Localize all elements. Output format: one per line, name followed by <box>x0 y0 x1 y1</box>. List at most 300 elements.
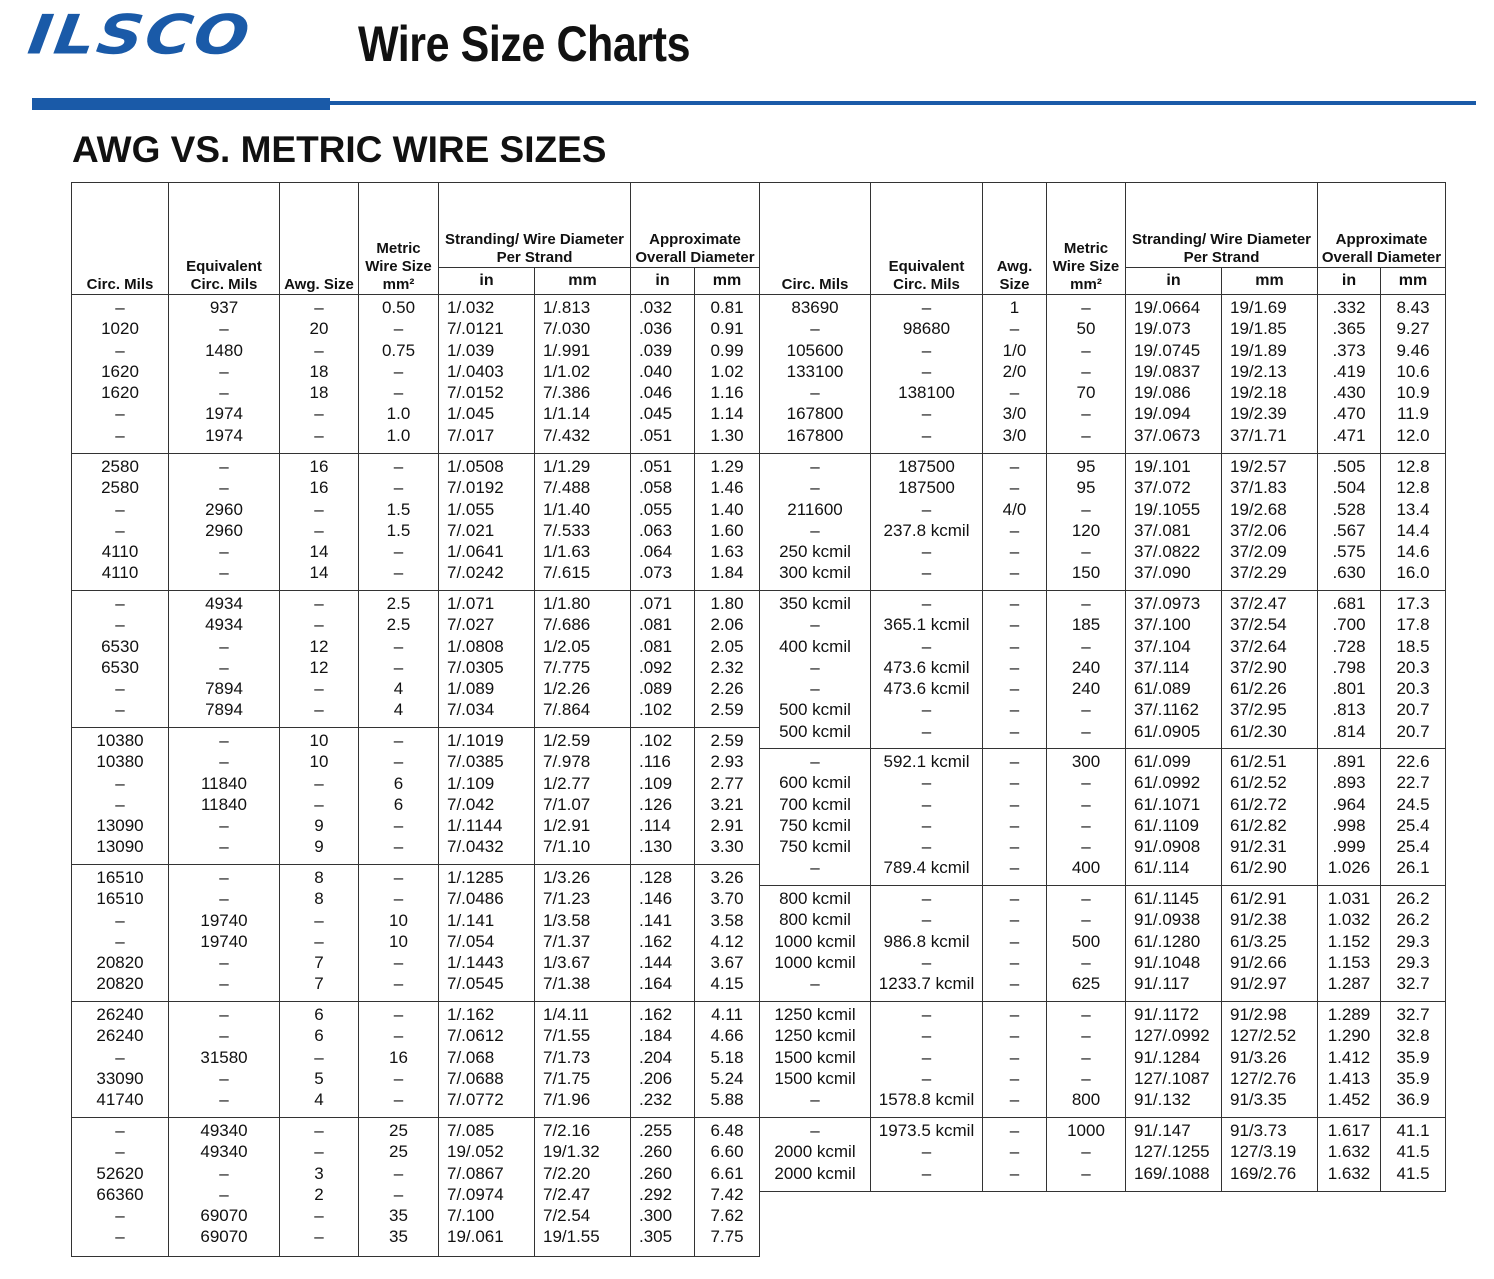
cell-value: 2.5 <box>386 615 411 635</box>
cell-value: 32.7 <box>1396 1005 1430 1024</box>
cell-value: – <box>115 1047 125 1067</box>
header-diameter-in: in <box>1318 268 1381 295</box>
cell-value: 1/.045 <box>447 404 495 424</box>
cell-value: – <box>219 731 229 750</box>
cell-value: 1/.1144 <box>447 816 503 836</box>
cell-value: – <box>393 1068 404 1088</box>
cell-value: – <box>219 636 229 656</box>
cell-value: – <box>1081 837 1091 857</box>
cell-value: 37/2.47 <box>1230 594 1287 613</box>
cell-value: .893 <box>1332 773 1366 793</box>
cell-value: 49340 <box>200 1142 248 1162</box>
cell-value: 127/3.19 <box>1230 1142 1297 1162</box>
cell-value: 91/3.26 <box>1230 1047 1287 1067</box>
cell-value: .071 <box>639 594 673 613</box>
cell-value: 6 <box>314 1026 324 1046</box>
cell-equiv-circ-mils <box>871 591 983 749</box>
cell-value: 2.59 <box>710 731 744 750</box>
cell-value: 26.2 <box>1396 910 1430 930</box>
cell-value: 18 <box>309 383 329 403</box>
cell-value: 19/1.32 <box>543 1142 600 1162</box>
cell-value: – <box>810 478 820 498</box>
cell-value: 1.031 <box>1327 889 1371 908</box>
cell-value: – <box>314 520 324 540</box>
cell-value: .039 <box>639 340 673 360</box>
cell-value: 2000 kcmil <box>774 1163 856 1183</box>
cell-value: 4.66 <box>710 1026 744 1046</box>
cell-awg-size <box>280 295 359 454</box>
cell-value: 37/1.83 <box>1230 478 1287 498</box>
cell-value: – <box>1009 721 1020 741</box>
cell-value: .373 <box>1332 340 1366 360</box>
cell-value: 1/.141 <box>447 910 495 930</box>
cell-value: 32.7 <box>1396 974 1430 994</box>
cell-value: 7/2.20 <box>543 1163 591 1183</box>
cell-value: 3/0 <box>1002 404 1027 424</box>
cell-stranding-in <box>439 1118 535 1257</box>
cell-stranding-mm <box>535 591 631 728</box>
cell-value: 7.62 <box>710 1206 744 1226</box>
cell-value: 300 kcmil <box>779 563 851 583</box>
cell-value: .728 <box>1332 636 1366 656</box>
cell-value: – <box>115 700 125 720</box>
cell-value: 7/2.16 <box>543 1121 591 1140</box>
cell-awg-size <box>983 1002 1047 1118</box>
cell-value: .051 <box>639 425 673 445</box>
cell-metric-size <box>1047 454 1126 591</box>
cell-value: .206 <box>639 1068 673 1088</box>
cell-equiv-circ-mils <box>169 1002 280 1118</box>
table-row-group <box>72 1002 760 1118</box>
cell-value: 8 <box>314 889 324 909</box>
cell-value: 169/.1088 <box>1134 1163 1210 1183</box>
cell-value: 37/2.06 <box>1230 520 1287 540</box>
header-metric-size: Metric Wire Size mm² <box>359 183 439 295</box>
cell-value: 127/.1087 <box>1134 1068 1210 1088</box>
cell-value: 2.05 <box>710 636 744 656</box>
cell-metric-size <box>1047 1118 1126 1192</box>
cell-value: 138100 <box>898 383 955 403</box>
cell-value: – <box>921 773 932 793</box>
cell-value: 17.3 <box>1396 594 1430 613</box>
cell-equiv-circ-mils <box>871 454 983 591</box>
cell-stranding-in <box>439 454 535 591</box>
table-row-group <box>760 1118 1446 1192</box>
cell-value: 5 <box>314 1068 324 1088</box>
page-header <box>0 0 1494 120</box>
cell-circ-mils <box>760 749 871 886</box>
table-row-group <box>760 749 1446 886</box>
cell-value: – <box>921 1026 932 1046</box>
header-stranding: Stranding/ Wire Diameter Per Strand <box>439 183 631 268</box>
ilsco-logo: ILSCO <box>24 4 256 68</box>
cell-diameter-in <box>1318 1118 1381 1192</box>
cell-value: 127/.1255 <box>1134 1142 1210 1162</box>
cell-awg-size <box>983 454 1047 591</box>
cell-value: .504 <box>1332 478 1366 498</box>
table-row-group <box>72 728 760 865</box>
cell-value: 3.26 <box>710 868 744 887</box>
cell-value: 91/2.38 <box>1230 910 1287 930</box>
cell-value: – <box>314 910 324 930</box>
cell-value: 19/.094 <box>1134 404 1191 424</box>
cell-value: 12.8 <box>1396 478 1430 498</box>
cell-equiv-circ-mils <box>871 749 983 886</box>
cell-value: 0.99 <box>710 340 744 360</box>
cell-value: 185 <box>1071 615 1101 635</box>
cell-value: 7/.488 <box>543 478 591 498</box>
cell-value: .089 <box>639 679 673 699</box>
cell-value: 1974 <box>205 425 243 445</box>
cell-value: 167800 <box>786 404 844 424</box>
cell-value: 1620 <box>101 383 139 403</box>
cell-value: 1.617 <box>1327 1121 1371 1140</box>
cell-value: – <box>1081 700 1091 720</box>
cell-value: 37/.0822 <box>1134 542 1201 562</box>
cell-value: – <box>1009 837 1020 857</box>
cell-value: 500 <box>1071 931 1101 951</box>
cell-value: .471 <box>1332 425 1366 445</box>
cell-value: – <box>219 974 229 994</box>
cell-value: – <box>1081 404 1091 424</box>
cell-value: – <box>921 1142 932 1162</box>
cell-value: 37/.104 <box>1134 636 1191 656</box>
cell-value: – <box>1081 1005 1091 1024</box>
cell-value: 1.032 <box>1327 910 1371 930</box>
cell-diameter-in <box>631 454 695 591</box>
cell-value: 1/3.67 <box>543 953 591 973</box>
cell-diameter-mm <box>695 295 760 454</box>
cell-value: 16.0 <box>1396 563 1430 583</box>
cell-value: .032 <box>639 298 673 317</box>
cell-value: – <box>921 910 932 930</box>
cell-value: 1 <box>1009 298 1020 317</box>
cell-value: 19/.1055 <box>1134 499 1201 519</box>
cell-value: .332 <box>1332 298 1366 317</box>
cell-value: 37/2.64 <box>1230 636 1287 656</box>
cell-value: – <box>393 361 404 381</box>
header-equiv-circ-mils: Equivalent Circ. Mils <box>169 183 280 295</box>
cell-value: 1578.8 kcmil <box>878 1090 975 1110</box>
cell-diameter-in <box>1318 886 1381 1002</box>
cell-value: 1/1.02 <box>543 361 591 381</box>
cell-value: 6.60 <box>710 1142 744 1162</box>
cell-value: – <box>1081 298 1091 317</box>
cell-value: 61/3.25 <box>1230 931 1287 951</box>
cell-value: 4110 <box>101 563 139 583</box>
cell-value: 7/.0974 <box>447 1184 504 1204</box>
cell-value: – <box>314 773 324 793</box>
table-row-group <box>760 591 1446 749</box>
cell-value: – <box>1009 700 1020 720</box>
cell-value: 7/.0192 <box>447 478 504 498</box>
cell-value: – <box>393 1090 404 1110</box>
cell-value: 3.21 <box>710 794 744 814</box>
cell-value: 70 <box>1076 383 1096 403</box>
cell-circ-mils <box>760 454 871 591</box>
cell-value: 2.06 <box>710 615 744 635</box>
cell-value: – <box>393 1184 404 1204</box>
cell-value: – <box>1009 1005 1020 1024</box>
cell-value: – <box>1009 1090 1020 1110</box>
cell-value: 7/.775 <box>543 657 591 677</box>
cell-value: – <box>810 752 820 771</box>
cell-value: – <box>219 1005 229 1024</box>
cell-value: 91/2.98 <box>1230 1005 1287 1024</box>
cell-value: 167800 <box>786 425 844 445</box>
table-row-group <box>72 591 760 728</box>
cell-value: 37/.081 <box>1134 520 1191 540</box>
cell-value: 2.93 <box>710 752 744 772</box>
cell-stranding-mm <box>1222 886 1318 1002</box>
cell-value: 83690 <box>791 298 839 317</box>
cell-value: 187500 <box>898 478 955 498</box>
header-equiv-circ-mils: Equivalent Circ. Mils <box>871 183 983 295</box>
cell-value: 91/.117 <box>1134 974 1190 994</box>
cell-value: 35.9 <box>1396 1047 1430 1067</box>
cell-value: 37/.114 <box>1134 657 1190 677</box>
cell-value: 61/2.26 <box>1230 679 1287 699</box>
cell-value: – <box>219 542 229 562</box>
cell-value: .040 <box>639 361 673 381</box>
cell-value: 6 <box>314 1005 324 1024</box>
cell-value: 500 kcmil <box>779 700 851 720</box>
cell-value: – <box>1081 773 1091 793</box>
cell-value: – <box>1081 361 1091 381</box>
cell-value: 41.1 <box>1396 1121 1430 1140</box>
cell-value: 240 <box>1071 657 1101 677</box>
cell-value: – <box>115 340 125 360</box>
cell-value: 7/1.96 <box>543 1090 591 1110</box>
cell-value: – <box>219 1163 229 1183</box>
cell-value: 16510 <box>96 889 144 909</box>
cell-value: .999 <box>1332 837 1366 857</box>
cell-awg-size <box>280 1118 359 1257</box>
table-row-group <box>760 886 1446 1002</box>
cell-diameter-mm <box>1381 591 1446 749</box>
cell-value: 1.5 <box>386 520 411 540</box>
cell-value: 10380 <box>96 752 144 772</box>
cell-value: – <box>393 1163 404 1183</box>
cell-value: 37/.090 <box>1134 563 1191 583</box>
cell-value: .045 <box>639 404 673 424</box>
cell-value: 61/.1280 <box>1134 931 1201 951</box>
cell-value: 1/.1443 <box>447 953 504 973</box>
cell-value: 1.14 <box>710 404 744 424</box>
cell-value: 26.1 <box>1396 858 1430 878</box>
cell-value: – <box>1009 1026 1020 1046</box>
cell-value: 4110 <box>101 542 139 562</box>
cell-value: 400 <box>1071 858 1101 878</box>
cell-value: 7/.0305 <box>447 657 504 677</box>
cell-value: – <box>314 1206 324 1226</box>
cell-metric-size <box>359 1002 439 1118</box>
cell-value: – <box>393 457 404 476</box>
cell-value: 1500 kcmil <box>774 1047 856 1067</box>
cell-stranding-mm <box>1222 454 1318 591</box>
header-awg-size: Awg. Size <box>983 183 1047 295</box>
cell-value: .126 <box>639 794 673 814</box>
cell-equiv-circ-mils <box>871 1002 983 1118</box>
cell-value: 26.2 <box>1396 889 1430 908</box>
cell-value: 1/.813 <box>543 298 591 317</box>
cell-value: .102 <box>639 731 673 750</box>
cell-value: – <box>1009 1163 1020 1183</box>
cell-value: 20.7 <box>1396 721 1430 741</box>
cell-value: .575 <box>1332 542 1366 562</box>
cell-value: 61/2.30 <box>1230 721 1287 741</box>
cell-equiv-circ-mils <box>169 295 280 454</box>
cell-value: 1/2.91 <box>543 816 591 836</box>
cell-circ-mils <box>760 295 871 454</box>
cell-value: – <box>921 298 932 317</box>
cell-value: – <box>1009 752 1020 771</box>
cell-value: 1.40 <box>710 499 744 519</box>
cell-value: 1/0 <box>1002 340 1027 360</box>
cell-value: 13090 <box>96 816 144 836</box>
cell-value: 61/.114 <box>1134 858 1190 878</box>
cell-stranding-mm <box>535 295 631 454</box>
cell-value: – <box>393 1026 404 1046</box>
cell-value: .144 <box>639 953 673 973</box>
cell-value: .430 <box>1332 383 1366 403</box>
cell-value: 7.42 <box>710 1184 744 1204</box>
cell-value: 11.9 <box>1397 404 1429 424</box>
cell-value: 1/.109 <box>447 773 495 793</box>
cell-value: 1.152 <box>1327 931 1371 951</box>
cell-value: 37/2.09 <box>1230 542 1287 562</box>
cell-value: – <box>393 974 404 994</box>
cell-awg-size <box>280 728 359 865</box>
cell-value: – <box>1009 1142 1020 1162</box>
cell-value: 7894 <box>205 700 243 720</box>
cell-value: 2.26 <box>710 679 744 699</box>
cell-value: .081 <box>639 636 673 656</box>
cell-stranding-mm <box>1222 1118 1318 1192</box>
cell-value: – <box>921 815 932 835</box>
cell-diameter-mm <box>1381 1118 1446 1192</box>
cell-value: 61/2.72 <box>1230 794 1287 814</box>
cell-value: 7/.0486 <box>447 889 504 909</box>
cell-diameter-mm <box>1381 749 1446 886</box>
cell-value: 2.5 <box>386 594 411 613</box>
header-diameter-in: in <box>631 268 695 295</box>
table-body-right <box>760 295 1446 1192</box>
cell-value: 1.63 <box>710 542 744 562</box>
cell-value: .813 <box>1332 700 1366 720</box>
cell-value: – <box>115 1227 125 1247</box>
cell-value: .255 <box>639 1121 673 1140</box>
cell-value: .801 <box>1332 679 1366 699</box>
cell-circ-mils <box>72 295 169 454</box>
cell-value: .055 <box>639 499 673 519</box>
cell-value: – <box>1081 594 1091 613</box>
table-body-left <box>72 295 760 1257</box>
cell-value: 7/1.73 <box>543 1047 591 1067</box>
cell-value: 1.60 <box>710 520 744 540</box>
cell-value: 22.6 <box>1396 752 1430 771</box>
cell-value: 7/1.10 <box>543 837 591 857</box>
cell-value: 13090 <box>96 837 144 857</box>
cell-equiv-circ-mils <box>169 454 280 591</box>
cell-value: 61/.099 <box>1134 752 1191 771</box>
cell-value: – <box>1009 636 1020 656</box>
cell-value: 52620 <box>96 1163 144 1183</box>
cell-value: – <box>1009 1121 1020 1140</box>
cell-value: 19/.073 <box>1134 319 1191 339</box>
cell-value: 7 <box>314 953 324 973</box>
cell-value: – <box>1081 542 1091 562</box>
header-overall-diameter: Approximate Overall Diameter <box>631 183 760 268</box>
cell-value: 1/2.05 <box>543 636 591 656</box>
cell-circ-mils <box>72 728 169 865</box>
cell-value: 1974 <box>205 404 243 424</box>
cell-value: 3/0 <box>1002 425 1027 445</box>
cell-diameter-in <box>631 295 695 454</box>
cell-value: 4/0 <box>1002 499 1027 519</box>
cell-value: 7894 <box>205 679 243 699</box>
cell-value: 400 kcmil <box>779 636 851 656</box>
cell-value: 16 <box>389 1047 408 1067</box>
cell-value: .116 <box>639 752 671 772</box>
cell-value: – <box>1009 563 1020 583</box>
cell-value: 1/3.26 <box>543 868 591 887</box>
cell-stranding-mm <box>1222 749 1318 886</box>
cell-metric-size <box>1047 295 1126 454</box>
cell-value: 169/2.76 <box>1230 1163 1297 1183</box>
cell-value: 2580 <box>101 457 139 476</box>
cell-value: – <box>219 953 229 973</box>
cell-value: 1/.071 <box>447 594 495 613</box>
cell-value: 7/.0432 <box>447 837 504 857</box>
cell-value: 37/.1162 <box>1134 700 1199 720</box>
cell-value: 4934 <box>205 594 243 613</box>
cell-stranding-mm <box>535 1002 631 1118</box>
cell-metric-size <box>359 1118 439 1257</box>
cell-diameter-in <box>1318 1002 1381 1118</box>
cell-value: 211600 <box>787 499 843 519</box>
cell-value: 20820 <box>96 953 144 973</box>
cell-value: 1.289 <box>1327 1005 1371 1024</box>
cell-value: 9.46 <box>1396 340 1430 360</box>
cell-value: 35 <box>389 1227 408 1247</box>
cell-value: 1.0 <box>386 425 411 445</box>
cell-value: 800 kcmil <box>779 910 851 930</box>
cell-value: 1.412 <box>1327 1047 1371 1067</box>
cell-value: 2580 <box>101 478 139 498</box>
cell-metric-size <box>1047 1002 1126 1118</box>
cell-value: 1000 kcmil <box>774 952 856 972</box>
cell-value: 37/.0973 <box>1134 594 1201 613</box>
cell-value: 500 kcmil <box>779 721 851 741</box>
header-stranding-in: in <box>439 268 535 295</box>
cell-value: 26240 <box>96 1005 144 1024</box>
cell-value: 150 <box>1071 563 1101 583</box>
cell-value: – <box>1081 499 1091 519</box>
cell-value: 1/.032 <box>447 298 495 317</box>
cell-value: 1973.5 kcmil <box>878 1121 975 1140</box>
cell-value: – <box>1081 1026 1091 1046</box>
cell-value: 26240 <box>96 1026 144 1046</box>
cell-value: 19/2.39 <box>1230 404 1287 424</box>
cell-value: 37/2.29 <box>1230 563 1287 583</box>
cell-value: – <box>1009 910 1020 930</box>
cell-value: 1500 kcmil <box>774 1068 856 1088</box>
cell-value: 750 kcmil <box>779 815 851 835</box>
cell-value: 2.32 <box>710 657 744 677</box>
cell-value: 7/2.47 <box>543 1184 591 1204</box>
header-rule-accent <box>32 98 330 110</box>
